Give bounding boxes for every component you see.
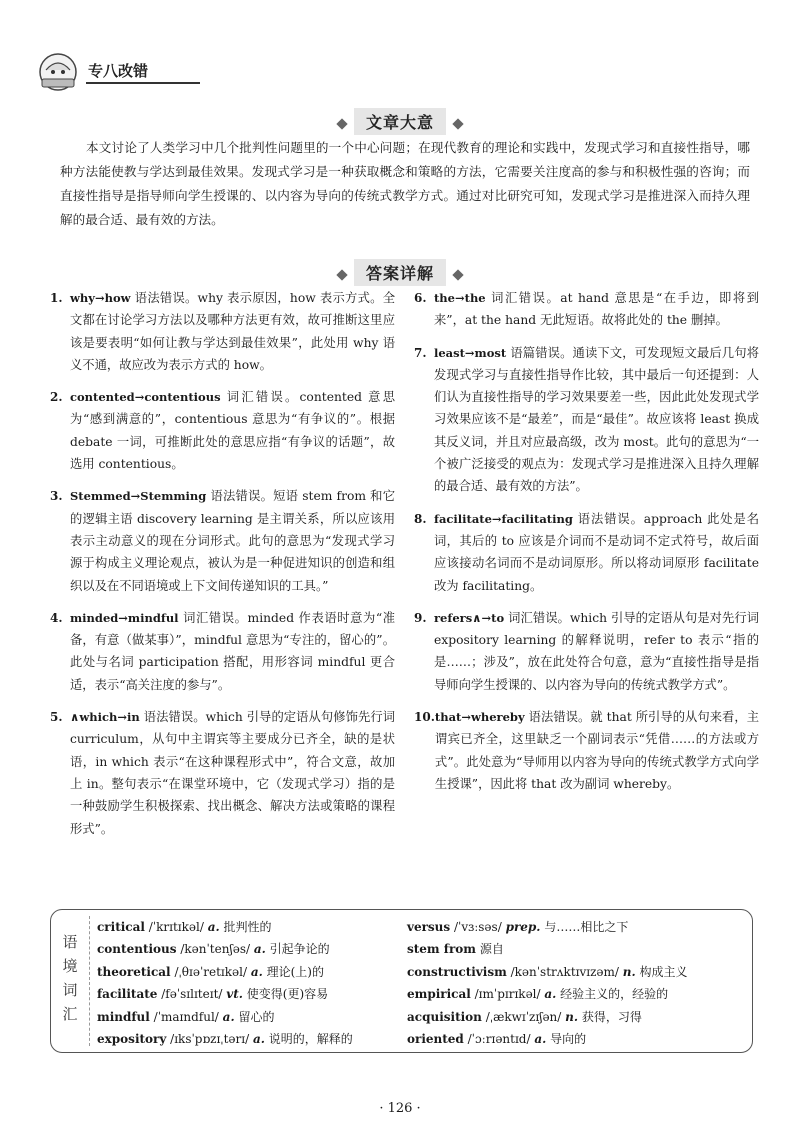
vocab-pos: prep. xyxy=(505,920,541,934)
answer-explanation: 词汇错误。minded 作表语时意为“准备，有意（做某事）”，mindful 意思为“专注的，留心的”。此处与名词 participation 搭配，用形容词 mindful 更合适，表示“高关注度的参与”。 xyxy=(70,610,395,692)
vocab-phonetic: /ˌθɪəˈretɪkəl/ xyxy=(174,964,247,979)
vocab-pos: a. xyxy=(544,987,557,1002)
vocab-pos: a. xyxy=(252,1032,265,1047)
answer-correction: refers∧→to xyxy=(434,610,505,625)
vocab-entry xyxy=(407,1006,747,1028)
vocab-pos: a. xyxy=(253,942,266,957)
vocabulary-label: 语境词汇 xyxy=(62,933,78,1023)
answer-number: 3. xyxy=(50,489,63,504)
answer-explanation: 词汇错误。which 引导的定语从句是对先行词 expository learning 的解释说明，refer to 表示“指的是……；涉及”，放在此处符合句意，意为“直接性指导是指导师向学生授课的、以内容为导向的传统式教学方式”。 xyxy=(434,610,759,692)
summary-paragraph: 本文讨论了人类学习中几个批判性问题里的一个中心问题；在现代教育的理论和实践中，发现式学习和直接性指导，哪种方法能使教与学达到最佳效果。发现式学习是一种获取概念和策略的方法，它需要关注度高的参与和积极性强的咨询；而直接性指导是指导师向学生授课的、以内容为导向的传统式教学方式。通过对比研究可知，发现式学习是推进深入而持久理解的最合适、最有效的方法。 xyxy=(60,140,750,227)
vocab-phonetic: /ˈɔːrɪəntɪd/ xyxy=(467,1032,531,1047)
vocab-word: versus xyxy=(407,920,451,934)
answer-explanation: 词汇错误。at hand 意思是“在手边，即将到来”，at the hand 无此短语。故将此处的 the 删掉。 xyxy=(434,291,759,328)
vocab-phonetic: /ˈmaɪndful/ xyxy=(153,1009,219,1024)
vocab-entry xyxy=(407,1028,747,1050)
vocab-definition: 批判性的 xyxy=(223,920,272,934)
answer-number: 2. xyxy=(50,390,63,405)
answer-item xyxy=(414,342,759,498)
answer-correction: contented→contentious xyxy=(70,390,221,405)
answer-number: 10. xyxy=(414,710,435,725)
vocab-word: empirical xyxy=(407,987,471,1002)
vocab-word: facilitate xyxy=(97,987,158,1002)
vocab-entry xyxy=(97,938,407,960)
vocab-pos: a. xyxy=(222,1009,235,1024)
vocab-phonetic: /ˈkrɪtɪkəl/ xyxy=(148,920,204,934)
vocab-definition: 源自 xyxy=(479,942,504,957)
vocab-definition: 构成主义 xyxy=(639,964,688,979)
vocab-definition: 与……相比之下 xyxy=(544,920,629,934)
vocab-phonetic: /kənˈstrʌktɪvɪzəm/ xyxy=(510,964,619,979)
answer-item xyxy=(50,386,395,475)
answer-number: 5. xyxy=(50,710,63,725)
vocab-phonetic: /kənˈtenʃəs/ xyxy=(180,942,251,957)
vocab-definition: 经验主义的，经验的 xyxy=(560,987,669,1002)
vocab-entry xyxy=(97,1006,407,1028)
vocab-entry xyxy=(97,1028,407,1050)
vocab-definition: 获得，习得 xyxy=(581,1009,642,1024)
vocab-definition: 导向的 xyxy=(550,1032,587,1047)
vocab-word: constructivism xyxy=(407,964,507,979)
vocab-phonetic: /ɪksˈpɒzɪˌtərɪ/ xyxy=(170,1032,250,1047)
answer-number: 7. xyxy=(414,345,427,360)
vocab-entry xyxy=(407,916,747,938)
answer-correction: Stemmed→Stemming xyxy=(70,489,207,504)
answer-number: 4. xyxy=(50,610,63,625)
vocab-entry xyxy=(97,961,407,983)
diamond-icon xyxy=(452,269,463,280)
cartoon-logo-icon xyxy=(36,52,80,92)
vocab-phonetic: /ɪmˈpɪrɪkəl/ xyxy=(474,987,541,1002)
page-number: · 126 · xyxy=(379,1101,421,1116)
answer-item xyxy=(414,706,759,795)
answer-number: 9. xyxy=(414,610,427,625)
section-title-summary-text: 文章大意 xyxy=(354,108,446,135)
vocab-pos: a. xyxy=(534,1032,547,1047)
answer-correction: least→most xyxy=(434,345,507,360)
answers-right-column xyxy=(414,287,759,805)
vocab-definition: 说明的，解释的 xyxy=(268,1032,353,1047)
answer-explanation: 语篇错误。通读下文，可发现短文最后几句将发现式学习与直接性指导作比较，其中最后一句还提到：人们认为直接性指导的学习效果要差一些，因此此处发现式学习效果应该不是“最差”，而是“最佳”。故应该将 least 换成其反义词，并且对应最高级，改为 most。此句的意思为“一个被广泛接受的观点为：发现式学习是推进深入且持久理解的最合适、最有效的方法”。 xyxy=(434,345,759,494)
answer-explanation: 词汇错误。contented 意思为“感到满意的”，contentious 意思为“有争议的”。根据 debate 一词，可推断此处的意思应指“有争议的话题”，故选用 contentious。 xyxy=(70,390,395,472)
answer-correction: why→how xyxy=(70,291,131,305)
vocab-definition: 引起争论的 xyxy=(269,942,330,957)
answer-number: 1. xyxy=(50,291,63,305)
vocab-word: mindful xyxy=(97,1009,150,1024)
vocabulary-left-column xyxy=(97,916,407,1050)
answer-explanation: 语法错误。why 表示原因，how 表示方式。全文都在讨论学习方法以及哪种方法更有效，故可推断这里应该是要表明“如何让教与学达到最佳效果”，此处用 why 语义不通，故应改为表示方式的 how。 xyxy=(70,291,395,372)
vocab-entry xyxy=(407,938,747,960)
vocab-word: acquisition xyxy=(407,1009,482,1024)
answer-item xyxy=(50,287,395,376)
vocab-word: stem from xyxy=(407,942,476,957)
section-title-summary xyxy=(0,108,800,135)
vocab-pos: a. xyxy=(207,920,220,934)
section-title-answers-text: 答案详解 xyxy=(354,259,446,286)
vocab-entry xyxy=(407,961,747,983)
vocab-phonetic: /fəˈsɪlɪteɪt/ xyxy=(161,987,223,1002)
answer-number: 8. xyxy=(414,511,427,526)
page-header xyxy=(36,52,186,92)
vocab-phonetic: /ˌækwɪˈzɪʃən/ xyxy=(485,1009,562,1024)
diamond-icon xyxy=(336,269,347,280)
vocab-word: contentious xyxy=(97,942,177,957)
vocab-definition: 使变得(更)容易 xyxy=(246,987,329,1002)
answers-left-column xyxy=(50,287,395,850)
answer-item xyxy=(414,607,759,696)
answer-item xyxy=(414,508,759,597)
vocab-word: critical xyxy=(97,920,145,934)
vocabulary-right-column xyxy=(407,916,747,1050)
answer-correction: minded→mindful xyxy=(70,610,179,625)
answer-explanation: 语法错误。短语 stem from 和它的逻辑主语 discovery learning 是主谓关系，所以应该用表示主动意义的现在分词形式。此句的意思为“发现式学习源于构成主义理论观点，被认为是一种促进知识的创造和组织以及在不同语境或上下文间传递知识的工具。” xyxy=(70,489,395,593)
answer-item xyxy=(50,607,395,696)
vocab-entry xyxy=(407,983,747,1005)
answer-correction: ∧which→in xyxy=(70,710,140,725)
header-underline xyxy=(86,82,200,84)
answer-number: 6. xyxy=(414,291,427,305)
answer-correction: the→the xyxy=(434,291,486,305)
vocab-word: theoretical xyxy=(97,964,171,979)
vocab-word: oriented xyxy=(407,1032,464,1047)
vocab-pos: a. xyxy=(250,964,263,979)
answer-explanation: 语法错误。就 that 所引导的从句来看，主谓宾已齐全，这里缺乏一个副词表示“凭借……的方法或方式”。此处意为“导师用以内容为导向的传统式教学方式向学生授课”，因此将 that 改为副词 whereby。 xyxy=(434,710,759,791)
vocab-pos: vt. xyxy=(226,987,243,1002)
answer-item xyxy=(50,706,395,840)
vocab-phonetic: /ˈvɜːsəs/ xyxy=(454,920,502,934)
answer-item xyxy=(414,287,759,332)
answer-explanation: 语法错误。which 引导的定语从句修饰先行词 curriculum，从句中主谓宾等主要成分已齐全，缺的是状语，in which 表示“在这种课程形式中”，符合文意，故加上 in。整句表示“在课堂环境中，它（发现式学习）指的是一种鼓励学生积极探索、找出概念、解决方法或策略的课程形式”。 xyxy=(70,710,395,836)
header-title: 专八改错 xyxy=(88,62,149,80)
diamond-icon xyxy=(452,118,463,129)
vocab-pos: n. xyxy=(565,1009,579,1024)
answer-item xyxy=(50,485,395,596)
vocab-entry xyxy=(97,916,407,938)
vocab-definition: 留心的 xyxy=(238,1009,275,1024)
section-title-answers xyxy=(0,259,800,286)
answer-correction: that→whereby xyxy=(434,710,525,725)
answer-explanation: 语法错误。approach 此处是名词，其后的 to 应该是介词而不是动词不定式符号，故后面应该接动名词而不是动词原形。所以将动词原形 facilitate 改为 facilitating。 xyxy=(434,511,759,593)
vocab-definition: 理论(上)的 xyxy=(266,964,324,979)
vocab-word: expository xyxy=(97,1032,167,1047)
vocab-pos: n. xyxy=(622,964,636,979)
answer-correction: facilitate→facilitating xyxy=(434,511,573,526)
diamond-icon xyxy=(336,118,347,129)
vocabulary-divider xyxy=(89,916,91,1046)
vocab-entry xyxy=(97,983,407,1005)
vocabulary-box xyxy=(50,909,753,1053)
